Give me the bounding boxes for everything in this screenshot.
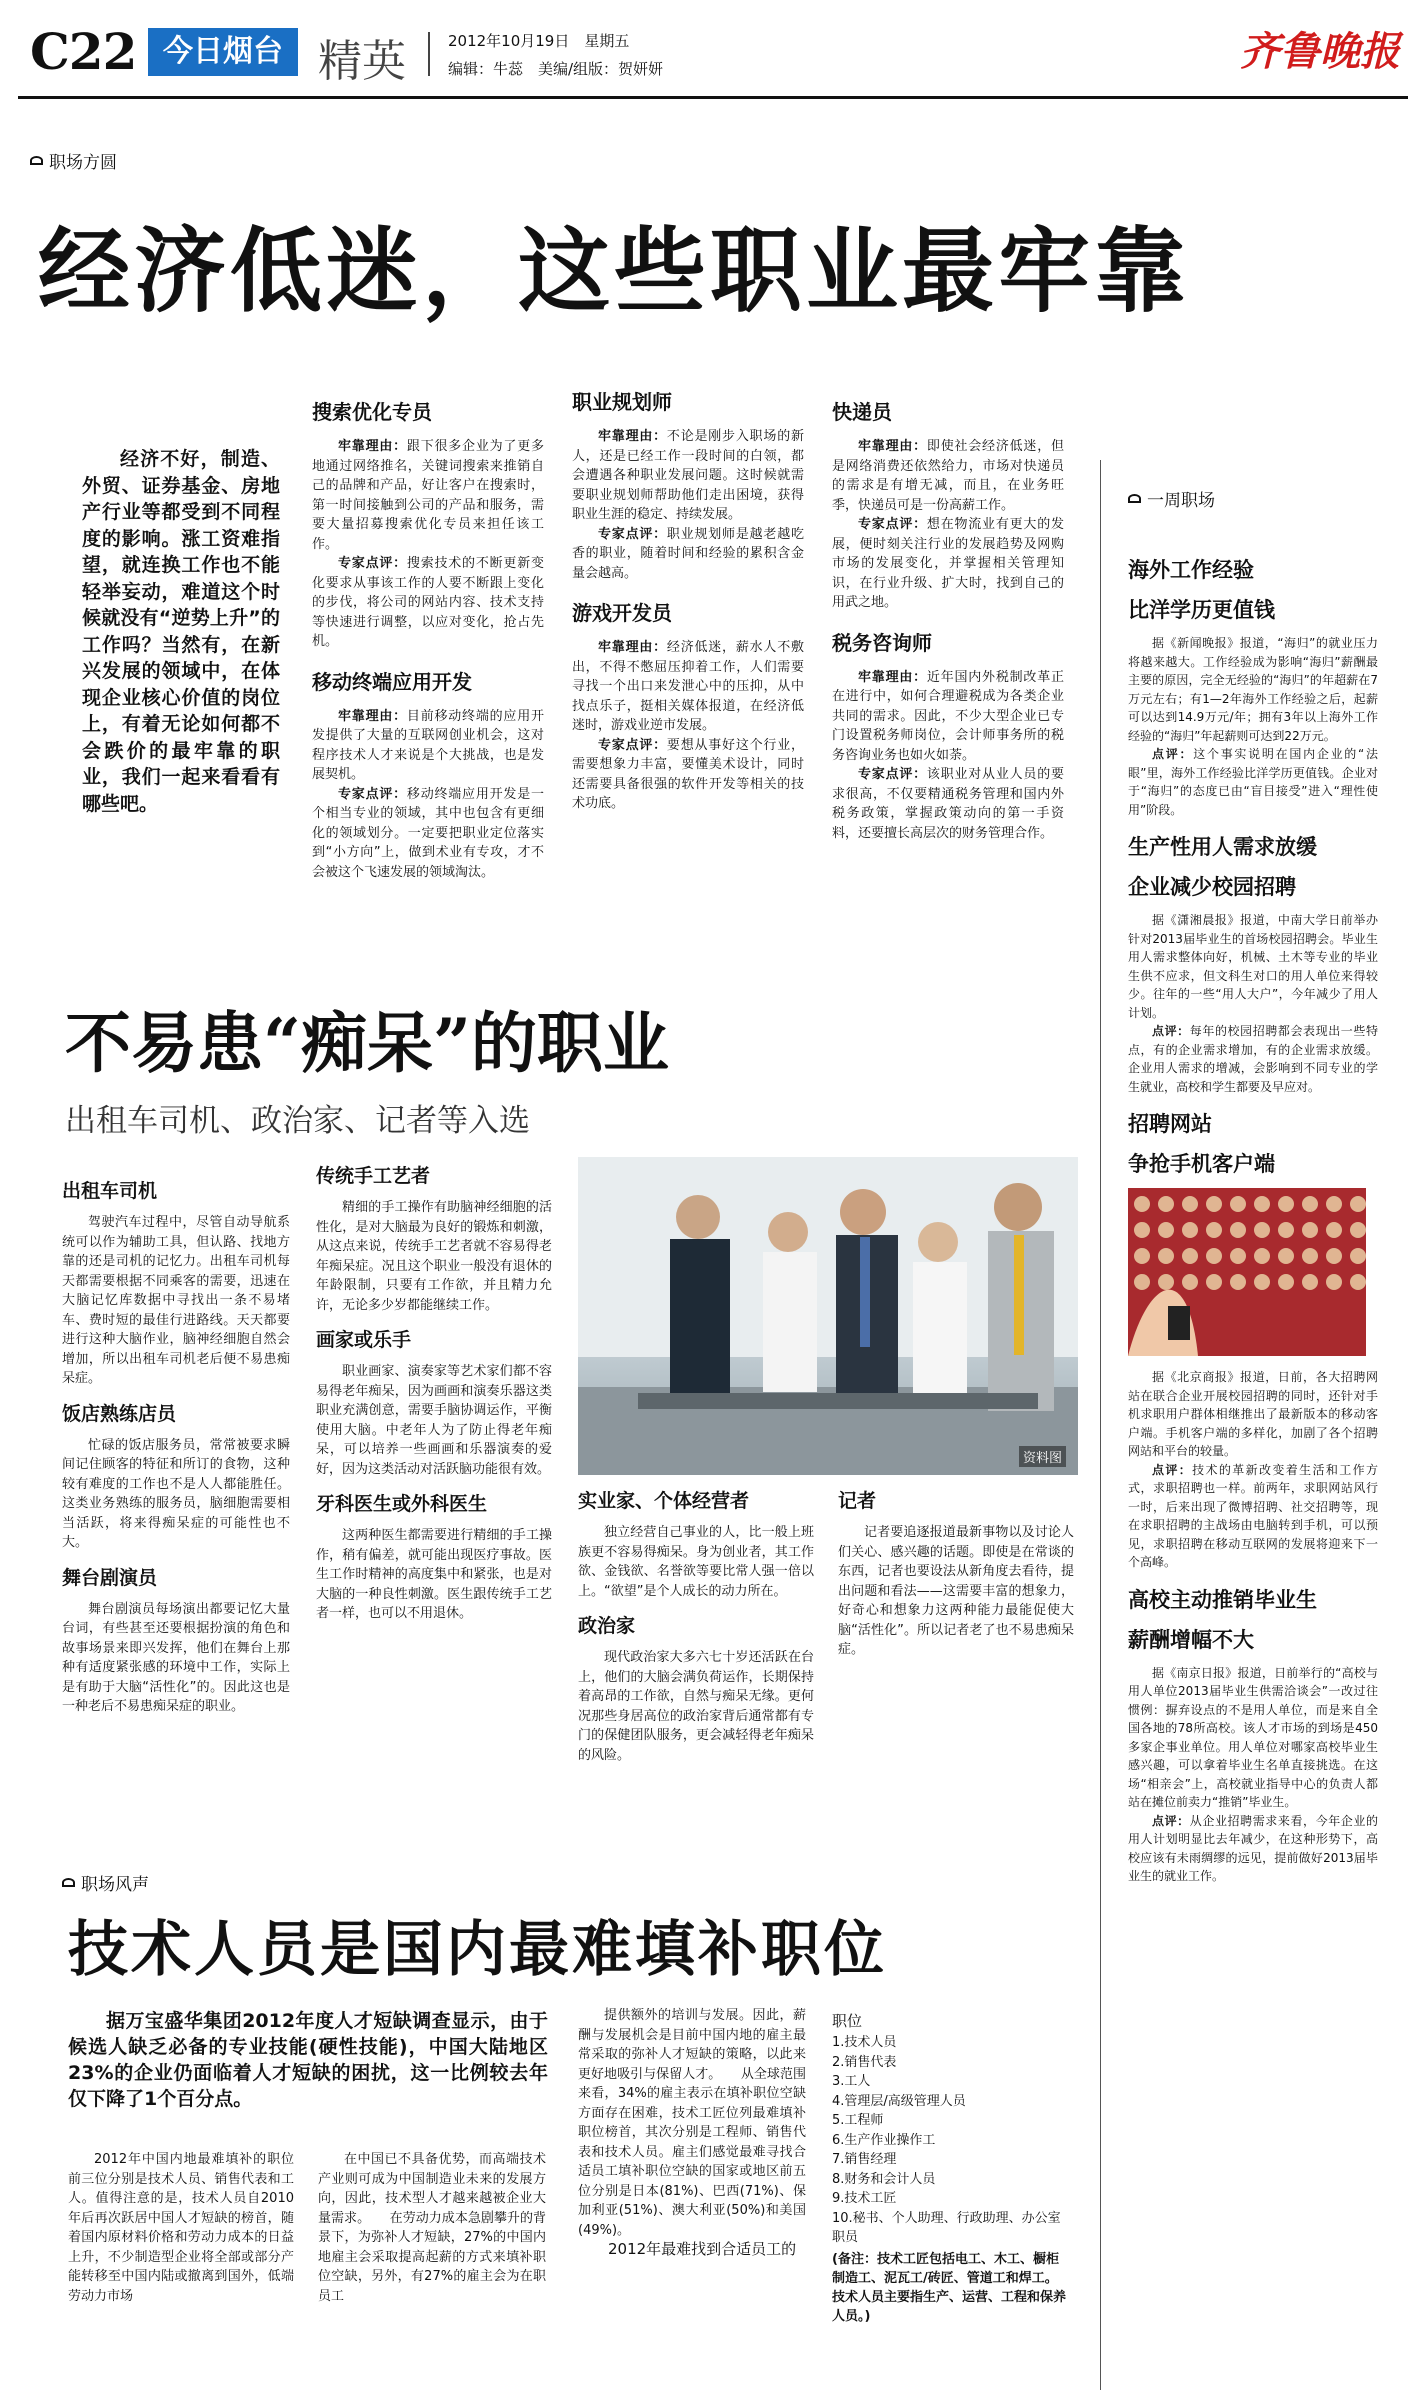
job-title: 牙科医生或外科医生 [316, 1493, 488, 1515]
comment-label: 专家点评： [338, 556, 407, 571]
comment-text: 要想从事好这个行业，需要想象力丰富，要懂美术设计，同时还需要具备很强的软件开发等相关的技术功底。 [572, 737, 804, 811]
sidebar-title-line-1: 招聘网站 [1128, 1112, 1212, 1136]
section-label-sidebar: 一周职场 [1128, 486, 1215, 511]
job-list-item: 8.财务和会计人员 [832, 2171, 936, 2187]
middle-subhead: 出租车司机、政治家、记者等入选 [65, 1103, 530, 1139]
sidebar-paragraph: 据《潇湘晨报》报道，中南大学日前举办针对2013届毕业生的首场校园招聘会。毕业生用人需求整体向好，机械、土木等专业的毕业生供不应求，但文科生对口的用人单位来得较少。往年的一些“用人大户”，今年减少了用人计划。 [1128, 913, 1378, 1020]
sidebar-comment [1128, 745, 1378, 819]
section-tag: 今日烟台 [148, 28, 298, 76]
job-list-item: 2.销售代表 [832, 2054, 897, 2070]
section-bullet-icon [1128, 494, 1141, 503]
job-paragraph: 忙碌的饭店服务员，常常被要求瞬间记住顾客的特征和所订的食物，这种较有难度的工作也不是人人都能胜任。这类业务熟练的服务员，脑细胞需要相当活跃，将来得痴呆症的可能性也不大。 [62, 1437, 290, 1550]
job-list [832, 2033, 1070, 2248]
sidebar-title-line-1: 海外工作经验 [1128, 558, 1254, 582]
job-paragraph: 现代政治家大多六七十岁还活跃在台上，他们的大脑会满负荷运作，长期保持着高昂的工作欲，自然与痴呆无缘。更何况那些身居高位的政治家背后通常都有专门的保健团队服务，更会减轻得老年痴呆的风险。 [578, 1650, 814, 1763]
page-number: C22 [30, 22, 137, 81]
sidebar-title-line-2: 比洋学历更值钱 [1128, 598, 1275, 622]
comment-label: 专家点评： [598, 526, 667, 542]
newspaper-logo: 齐鲁晚报 [1240, 28, 1400, 75]
comment-paragraph [572, 525, 804, 584]
office-team-photo [578, 1157, 1078, 1475]
comment-text: 想在物流业有更大的发展，便时刻关注行业的发展趋势及网购市场的发展变化，并掌握相关管理知识，在行业升级、扩大时，找到自己的用武之地。 [832, 517, 1064, 610]
reason-text: 目前移动终端的应用开发提供了大量的互联网创业机会，这对程序技术人才来说是个大挑战，也是发展契机。 [312, 708, 544, 782]
job-list-item: 6.生产作业操作工 [832, 2132, 936, 2148]
job-list-title: 职位 [832, 2012, 863, 2030]
sidebar-comment [1128, 1812, 1378, 1886]
job-list-item: 10.秘书、个人助理、行政助理、办公室职员 [832, 2210, 1061, 2245]
bottom-column-3: 提供额外的培训与发展。因此，薪酬与发展机会是目前中国内地的雇主最常采取的弥补人才短缺的策略，以此来更好地吸引与保留人才。 从全球范围来看，34%的雇主表示在填补职位空缺方面存在困难，技术工匠位列最难填补职位榜首，其次分别是工程师、销售代表和技术人员。雇主们感觉最难寻找合适员工填补职位空缺的国家或地区前五位分别是日本(81%)、巴西(71%)、保加利亚(51%)、澳大利亚(50%)和美国(49%)。 2012年最难找到合适员工的 [578, 2008, 806, 2258]
mobile-recruiting-photo [1128, 1188, 1366, 1356]
sidebar-title-line-2: 企业减少校园招聘 [1128, 875, 1296, 899]
section-name: 精英 [318, 36, 406, 87]
job-list-item: 5.工程师 [832, 2113, 884, 2128]
sidebar-title-line-1: 生产性用人需求放缓 [1128, 835, 1317, 859]
job-paragraph: 职业画家、演奏家等艺术家们都不容易得老年痴呆，因为画画和演奏乐器这类职业充满创意，需要手脑协调运作，平衡使用大脑。中老年人为了防止得老年痴呆，可以培养一些画画和乐器演奏的爱好，因为这类活动对活跃脑功能很有效。 [316, 1364, 552, 1477]
reason-text: 即使社会经济低迷，但是网络消费还依然给力，市场对快递员的需求是有增无减，而且，在业务旺季，快递员可是一份高薪工作。 [832, 439, 1064, 513]
header-editors: 编辑：牛蕊 美编/组版：贺妍妍 [448, 60, 664, 78]
section-label-top: 职场方圆 [30, 148, 117, 173]
job-title: 游戏开发员 [572, 601, 672, 625]
sidebar-paragraph: 据《新闻晚报》报道，“海归”的就业压力将越来越大。工作经验成为影响“海归”薪酬最主要的原因，完全无经验的“海归”的年超薪在7万元左右；有1—2年海外工作经验之后，起薪可以达到14.9万元/年；拥有3年以上海外工作经验的“海归”年起薪则可达到22万元。 [1128, 636, 1378, 743]
bottom-job-list [832, 2010, 1070, 2380]
job-list-note: (备注：技术工匠包括电工、木工、橱柜制造工、泥瓦工/砖匠、管道工和焊工。技术人员主要指生产、运营、工程和保养人员。) [832, 2251, 1067, 2324]
sidebar-title-line-2: 薪酬增幅不大 [1128, 1627, 1254, 1652]
comment-paragraph [832, 515, 1064, 613]
comment-text: 技术的革新改变着生活和工作方式，求职招聘也一样。前两年，求职网站风行一时，后来出现了微博招聘、社交招聘等，现在求职招聘的主战场由电脑转到手机，可以预见，求职招聘在移动互联网的发展将迎来下一个高峰。 [1128, 1462, 1378, 1569]
job-title: 税务咨询师 [832, 630, 932, 655]
reason-paragraph [832, 668, 1064, 766]
comment-label: 点评： [1152, 1813, 1190, 1828]
reason-label: 牢靠理由： [338, 708, 407, 724]
bottom-headline: 技术人员是国内最难填补职位 [68, 1915, 887, 1985]
reason-paragraph [312, 437, 544, 554]
top-column-2 [572, 378, 804, 952]
section-bullet-icon [62, 1878, 75, 1887]
job-paragraph: 舞台剧演员每场演出都要记忆大量台词，有些甚至还要根据扮演的角色和故事场景来即兴发挥，他们在舞台上那种有适度紧张感的环境中工作，实际上是有助于大脑“活性化”的。因此这也是一种老后不易患痴呆症的职业。 [62, 1601, 290, 1714]
top-lead: 经济不好，制造、外贸、证券基金、房地产行业等都受到不同程度的影响。涨工资难指望，就连换工作也不能轻举妄动，难道这个时候就没有“逆势上升”的工作吗？当然有，在新兴发展的领域中，在体现企业核心价值的岗位上，有着无论如何都不会跌价的最牢靠的职业，我们一起来看看有哪些吧。 [82, 448, 280, 815]
sidebar-comment [1128, 1461, 1378, 1572]
job-list-item: 1.技术人员 [832, 2035, 897, 2050]
comment-label: 点评： [1152, 1462, 1193, 1477]
job-title: 移动终端应用开发 [312, 669, 472, 694]
middle-headline: 不易患“痴呆”的职业 [65, 1004, 669, 1082]
top-headline: 经济低迷，这些职业最牢靠 [38, 217, 1191, 325]
photo-illustration [578, 1157, 1078, 1475]
comment-text: 这个事实说明在国内企业的“法眼”里，海外工作经验比洋学历更值钱。企业对于“海归”的态度已由“盲目接受”进入“理性使用”阶段。 [1128, 747, 1378, 817]
header-date: 2012年10月19日 星期五 [448, 32, 630, 50]
section-label-bottom: 职场风声 [62, 1870, 149, 1895]
comment-text: 从企业招聘需求来看，今年企业的用人计划明显比去年减少，在这种形势下，高校应该有未雨绸缪的远见，提前做好2013届毕业生的就业工作。 [1128, 1813, 1378, 1883]
job-paragraph: 精细的手工操作有助脑神经细胞的活性化，是对大脑最为良好的锻炼和刺激，从这点来说，传统手工艺者就不容易得老年痴呆症。况且这个职业一般没有退休的年龄限制，只要有工作欲，并且精力允许，无论多少岁都能继续工作。 [316, 1200, 552, 1313]
job-title: 实业家、个体经营者 [578, 1490, 750, 1512]
comment-paragraph [572, 736, 804, 814]
sidebar-comment [1128, 1022, 1378, 1096]
job-title: 快递员 [832, 400, 892, 424]
job-title: 政治家 [578, 1615, 636, 1637]
comment-text: 每年的校园招聘都会表现出一些特点，有的企业需求增加，有的企业需求放缓。企业用人需求的增减，会影响到不同专业的学生就业，高校和学生都要及早应对。 [1128, 1024, 1378, 1094]
middle-column-3 [578, 1480, 814, 1840]
comment-paragraph [312, 554, 544, 652]
reason-paragraph [572, 427, 804, 525]
bottom-lead: 据万宝盛华集团2012年度人才短缺调查显示，由于候选人缺乏必备的专业技能(硬性技能)，中国大陆地区23%的企业仍面临着人才短缺的困扰，这一比例较去年仅下降了1个百分点。 [68, 2010, 548, 2110]
sidebar-divider [1100, 460, 1101, 2390]
reason-label: 牢靠理由： [598, 640, 667, 655]
job-list-item: 4.管理层/高级管理人员 [832, 2093, 966, 2109]
sidebar-paragraph: 据《北京商报》报道，日前，各大招聘网站在联合企业开展校园招聘的同时，还针对手机求职用户群体相继推出了最新版本的移动客户端。手机客户端的多样化，加剧了各个招聘网站和平台的较量。 [1128, 1370, 1378, 1458]
reason-text: 跟下很多企业为了更多地通过网络推名，关键词搜索来推销自己的品牌和产品，好让客户在搜索时，第一时间接触到公司的产品和服务，需要大量招募搜索优化专员来担任该工作。 [312, 439, 544, 552]
header-rule [18, 96, 1408, 99]
comment-text: 移动终端应用开发是一个相当专业的领域，其中也包含有更细化的领域划分。一定要把职业定位落实到“小方向”上，做到术业有专攻，才不会被这个飞速发展的领域淘汰。 [312, 786, 544, 880]
job-paragraph: 驾驶汽车过程中，尽管自动导航系统可以作为辅助工具，但认路、找地方靠的还是司机的记忆力。出租车司机每天都需要根据不同乘客的需要，迅速在大脑记忆库数据中寻找出一条不易堵车、费时短的最佳行进路线。天天都要进行这种大脑作业，脑神经细胞自然会增加，所以出租车司机老后便不易患痴呆症。 [62, 1215, 290, 1386]
reason-text: 不论是刚步入职场的新人，还是已经工作一段时间的白领，都会遭遇各种职业发展问题。这时候就需要职业规划师帮助他们走出困境，获得职业生涯的稳定、持续发展。 [572, 429, 804, 522]
comment-label: 专家点评： [858, 517, 927, 532]
reason-label: 牢靠理由： [858, 669, 927, 685]
comment-paragraph [312, 785, 544, 883]
job-paragraph: 这两种医生都需要进行精细的手工操作，稍有偏差，就可能出现医疗事故。医生工作时精神的高度集中和紧张，也是对大脑的一种良性刺激。医生跟传统手工艺者一样，也可以不用退休。 [316, 1528, 552, 1621]
job-title: 记者 [838, 1490, 877, 1512]
comment-label: 点评： [1152, 747, 1194, 761]
reason-label: 牢靠理由： [338, 439, 407, 454]
bottom-column-1: 2012年中国内地最难填补的职位前三位分别是技术人员、销售代表和工人。值得注意的是，技术人员自2010年后再次跃居中国人才短缺的榜首，随着国内原材料价格和劳动力成本的日益上升，不少制造型企业将全部或部分产能转移至中国内陆或撤离到国外，低端劳动力市场 [68, 2152, 294, 2304]
middle-column-4 [838, 1480, 1074, 1840]
sidebar-paragraph: 据《南京日报》报道，日前举行的“高校与用人单位2013届毕业生供需洽谈会”一改过往惯例：摒弃设点的不是用人单位，而是来自全国各地的78所高校。该人才市场的到场是450多家企事业单位。用人单位对哪家高校毕业生感兴趣，可以拿着毕业生名单直接挑选。在这场“相亲会”上，高校就业指导中心的负责人都站在摊位前卖力“推销”毕业生。 [1128, 1665, 1378, 1809]
reason-paragraph [572, 638, 804, 736]
comment-text: 搜索技术的不断更新变化要求从事该工作的人要不断跟上变化的步伐，将公司的网站内容、技术支持等快速进行调整，以应对变化，抢占先机。 [312, 556, 544, 649]
job-paragraph: 记者要追逐报道最新事物以及讨论人们关心、感兴趣的话题。即使是在常谈的东西，记者也要设法从新角度去看待，提出问题和看法——这需要丰富的想象力，好奇心和想象力这两种能力最能促使大脑“活性化”。所以记者老了也不易患痴呆症。 [838, 1525, 1074, 1657]
comment-paragraph [832, 765, 1064, 843]
comment-text: 该职业对从业人员的要求很高，不仅要精通税务管理和国内外税务政策，掌握政策动向的第一手资料，还要擅长高层次的财务管理合作。 [832, 767, 1064, 841]
job-list-item: 9.技术工匠 [832, 2191, 897, 2206]
section-bullet-icon [30, 156, 43, 165]
job-list-item: 7.销售经理 [832, 2152, 897, 2167]
top-column-3 [832, 388, 1064, 952]
bottom-column-2: 在中国已不具备优势，而高端技术产业则可成为中国制造业未来的发展方向，因此，技术型人才越来越被企业大量需求。 在劳动力成本急剧攀升的背景下，为弥补人才短缺，27%的中国内地雇主会采取提高起薪的方式来填补职位空缺，另外，有27%的雇主会为在职员工 [318, 2152, 546, 2304]
sidebar-column [1128, 548, 1378, 2378]
reason-label: 牢靠理由： [598, 429, 667, 444]
job-list-item: 3.工人 [832, 2074, 871, 2089]
job-title: 饭店熟练店员 [62, 1402, 177, 1425]
reason-text: 经济低迷，薪水人不敷出，不得不憋屈压抑着工作，人们需要寻找一个出口来发泄心中的压抑，从中找点乐子，挺相关媒体报道，在经济低迷时，游戏业逆市发展。 [572, 640, 804, 733]
reason-paragraph [312, 707, 544, 785]
top-column-1 [312, 388, 544, 952]
photo-credit: 资料图 [1019, 1446, 1066, 1467]
comment-label: 点评： [1152, 1024, 1190, 1038]
comment-text: 职业规划师是越老越吃香的职业，随着时间和经验的累积含金量会越高。 [572, 526, 804, 581]
sidebar-title-line-2: 争抢手机客户端 [1128, 1152, 1275, 1176]
job-title: 出租车司机 [62, 1180, 158, 1202]
comment-label: 专家点评： [338, 786, 407, 802]
comment-label: 专家点评： [858, 767, 927, 782]
sidebar-title-line-1: 高校主动推销毕业生 [1128, 1587, 1317, 1612]
job-title: 舞台剧演员 [62, 1566, 158, 1589]
reason-text: 近年国内外税制改革正在进行中，如何合理避税成为各类企业共同的需求。因此，不少大型企业已专门设置税务师岗位，会计师事务所的税务咨询业务也如火如荼。 [832, 669, 1064, 763]
crowd-illustration [1128, 1188, 1366, 1356]
reason-label: 牢靠理由： [858, 439, 927, 454]
comment-label: 专家点评： [598, 737, 667, 753]
job-title: 搜索优化专员 [312, 400, 432, 424]
job-title: 画家或乐手 [316, 1329, 412, 1351]
job-paragraph: 独立经营自己事业的人，比一般上班族更不容易得痴呆。身为创业者，其工作欲、金钱欲、名誉欲等要比常人强一倍以上。“欲望”是个人成长的动力所在。 [578, 1525, 814, 1599]
header-divider [428, 32, 430, 76]
reason-paragraph [832, 437, 1064, 515]
job-title: 传统手工艺者 [316, 1165, 431, 1187]
job-title: 职业规划师 [572, 390, 672, 414]
middle-column-2 [316, 1155, 552, 1845]
middle-column-1 [62, 1170, 290, 1840]
